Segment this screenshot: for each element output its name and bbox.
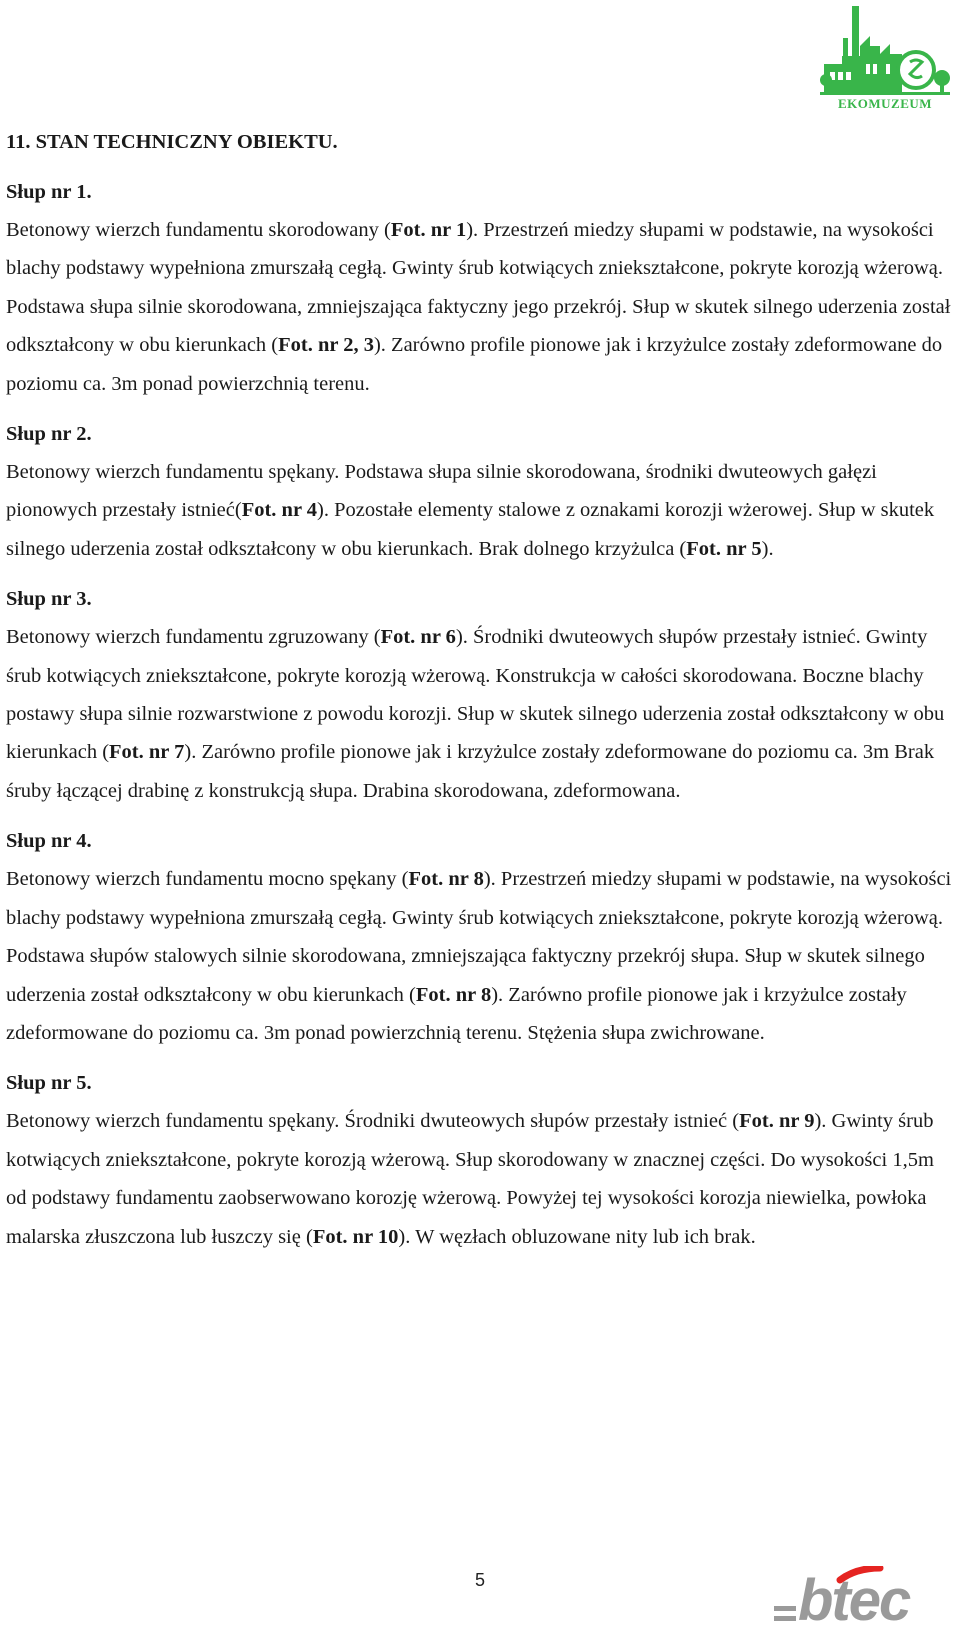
column-description — [6, 1102, 952, 1256]
text-segment: ). Przestrzeń miedzy słupami w podstawie, na wysokości blachy podstawy wypełniona zmurszałą cegłą. Gwinty śrub kotwiących zniekształcone, pokryte korozją wżerową. Podstawa słupa silnie skorodowana, zmniejszająca faktyczny jego przekrój. Słup w skutek silnego uderzenia został odkształcony w obu kierunkach ( — [6, 219, 951, 357]
document-body — [6, 123, 952, 1268]
column-title: Słup nr 3. — [6, 588, 92, 611]
text-segment: ). — [761, 537, 774, 560]
photo-reference: Fot. nr 8 — [415, 983, 492, 1006]
column-description — [6, 618, 952, 810]
column-section — [6, 173, 952, 403]
text-segment: Betonowy wierzch fundamentu spękany. Środniki dwuteowych słupów przestały istnieć ( — [6, 1110, 740, 1133]
text-segment: ). Pozostałe elementy stalowe z oznakami korozji wżerowej. Słup w skutek silnego uderzenia został odkształcony w obu kierunkach. Brak dolnego krzyżulca ( — [6, 499, 935, 560]
photo-reference: Fot. nr 7 — [109, 741, 185, 764]
photo-reference: Fot. nr 1 — [390, 219, 467, 241]
text-segment: Betonowy wierzch fundamentu mocno spękany ( — [6, 868, 409, 891]
column-section — [6, 415, 952, 568]
btec-logo — [770, 1566, 958, 1636]
text-segment: ). Środniki dwuteowych słupów przestały istnieć. Gwinty śrub kotwiących zniekształcone, pokryte korozją wżerową. Konstrukcja w całości skorodowana. Boczne blachy postawy słupa silnie rozwarstwione z powodu korozji. Słup w skutek silnego uderzenia został odkształcony w obu kierunkach ( — [6, 626, 945, 764]
column-section — [6, 580, 952, 810]
sections-container — [6, 173, 952, 1256]
text-segment: ). Gwinty śrub kotwiących zniekształcone, pokryte korozją wżerową. Słup skorodowany w znacznej części. Do wysokości 1,5m od podstawy fundamentu zaobserwowano korozję wżerową. Powyżej tej wysokości korozja niewielka, powłoka malarska złuszczona lub łuszczy się ( — [6, 1110, 934, 1248]
factory-icon — [820, 4, 950, 96]
text-segment: Betonowy wierzch fundamentu skorodowany ( — [6, 219, 391, 241]
text-segment: ). Zarówno profile pionowe jak i krzyżulce zostały zdeformowane do poziomu ca. 3m ponad powierzchnią terenu. — [6, 334, 943, 395]
photo-reference: Fot. nr 10 — [312, 1225, 399, 1248]
column-description — [6, 860, 952, 1052]
text-segment: ). Zarówno profile pionowe jak i krzyżulce zostały zdeformowane do poziomu ca. 3m ponad powierzchnią terenu. Stężenia słupa zwichrowane. — [6, 983, 907, 1044]
ekomuzeum-logo — [820, 4, 950, 111]
column-section — [6, 822, 952, 1052]
photo-reference: Fot. nr 6 — [380, 626, 456, 649]
text-segment: Betonowy wierzch fundamentu spękany. Podstawa słupa silnie skorodowana, środniki dwuteowych gałęzi pionowych przestały istnieć( — [6, 461, 877, 522]
column-section — [6, 1064, 952, 1256]
column-title: Słup nr 2. — [6, 423, 92, 446]
column-description — [6, 211, 952, 403]
ekomuzeum-logo-text: EKOMUZEUM — [837, 96, 933, 111]
btec-wordmark: btec — [798, 1568, 910, 1633]
column-title: Słup nr 5. — [6, 1072, 92, 1095]
text-segment: ). Zarówno profile pionowe jak i krzyżulce zostały zdeformowane do poziomu ca. 3m Brak śruby łączącej drabinę z konstrukcją słupa. Drabina skorodowana, zdeformowana. — [6, 741, 935, 802]
text-segment: ). Przestrzeń miedzy słupami w podstawie, na wysokości blachy podstawy wypełniona zmurszałą cegłą. Gwinty śrub kotwiących zniekształcone, pokryte korozją wżerową. Podstawa słupów stalowych silnie skorodowana, zmniejszająca faktyczny przekrój słupa. Słup w skutek silnego uderzenia został odkształcony w obu kierunkach ( — [6, 868, 952, 1006]
column-description — [6, 453, 952, 568]
photo-reference: Fot. nr 2, 3 — [278, 334, 374, 357]
text-segment: ). W węzłach obluzowane nity lub ich brak. — [398, 1225, 756, 1248]
photo-reference: Fot. nr 5 — [686, 537, 762, 560]
column-title: Słup nr 4. — [6, 830, 92, 853]
column-title: Słup nr 1. — [6, 181, 92, 203]
photo-reference: Fot. nr 9 — [739, 1110, 815, 1133]
section-heading: 11. STAN TECHNICZNY OBIEKTU. — [6, 131, 338, 153]
text-segment: Betonowy wierzch fundamentu zgruzowany ( — [6, 626, 381, 649]
page-number: 5 — [474, 1570, 485, 1590]
photo-reference: Fot. nr 4 — [241, 499, 318, 522]
photo-reference: Fot. nr 8 — [408, 868, 484, 891]
btec-logo-text — [770, 1566, 958, 1636]
